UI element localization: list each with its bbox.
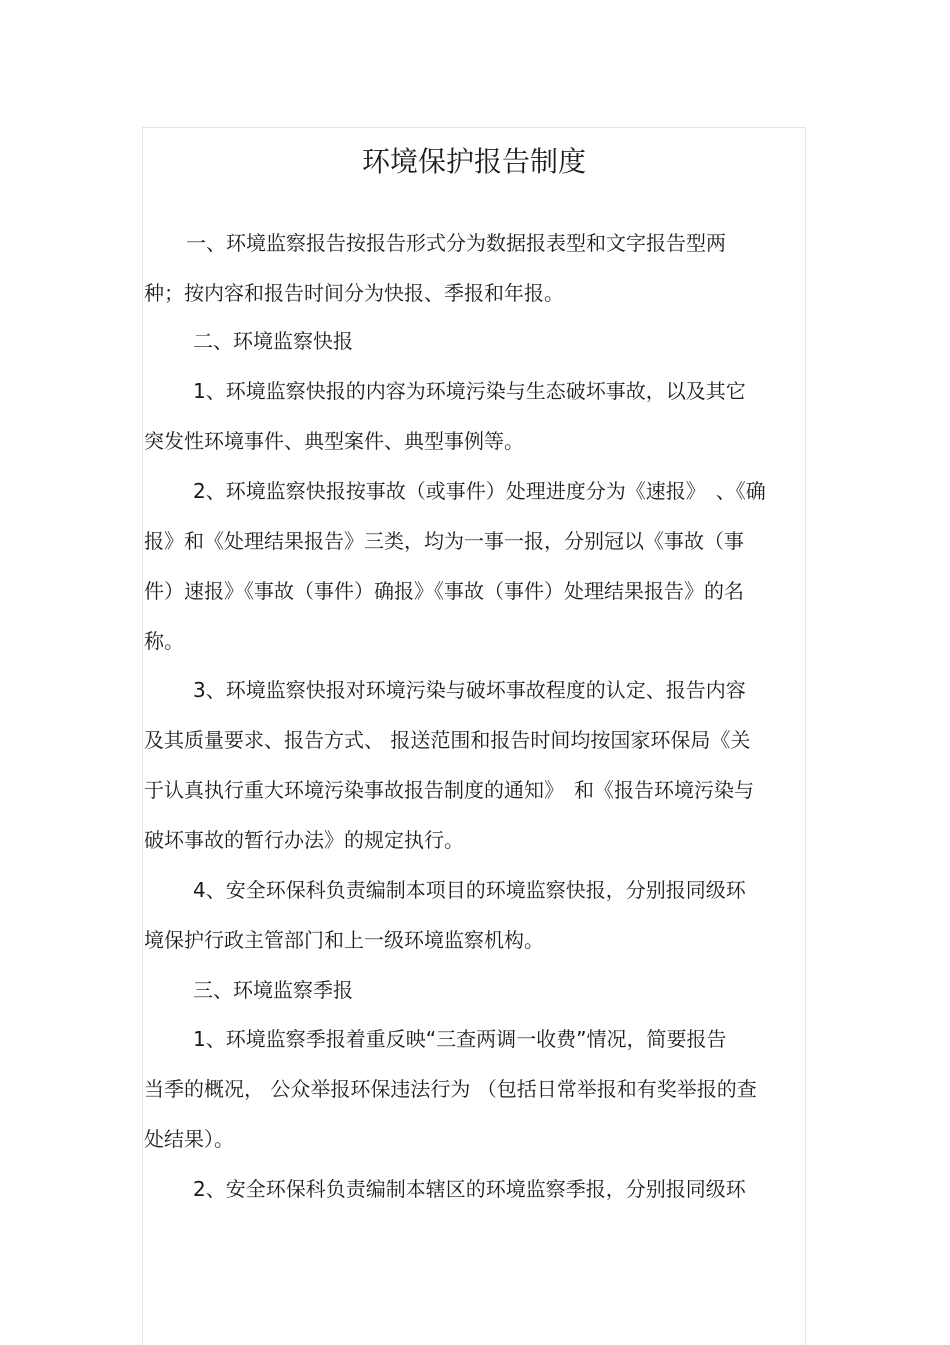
paragraph-line: 报》和《处理结果报告》三类，均为一事一报，分别冠以《事故（事	[144, 529, 744, 553]
paragraph-line: 于认真执行重大环境污染事故报告制度的通知》 和《报告环境污染与	[144, 778, 754, 802]
paragraph-line: 称。	[144, 629, 184, 653]
paragraph-line: 2、环境监察快报按事故（或事件）处理进度分为《速报》 、《确	[193, 479, 766, 503]
paragraph-line: 破坏事故的暂行办法》的规定执行。	[144, 828, 464, 852]
section-heading: 二、环境监察快报	[193, 329, 353, 353]
paragraph-line: 境保护行政主管部门和上一级环境监察机构。	[144, 928, 544, 952]
paragraph-line: 一、环境监察报告按报告形式分为数据报表型和文字报告型两	[186, 231, 726, 255]
paragraph-line: 1、环境监察快报的内容为环境污染与生态破坏事故，以及其它	[193, 379, 746, 403]
paragraph-line: 当季的概况， 公众举报环保违法行为 （包括日常举报和有奖举报的查	[144, 1077, 757, 1101]
paragraph-line: 突发性环境事件、典型案件、典型事例等。	[144, 429, 524, 453]
paragraph-line: 种；按内容和报告时间分为快报、季报和年报。	[144, 281, 564, 305]
paragraph-line: 4、安全环保科负责编制本项目的环境监察快报，分别报同级环	[193, 878, 746, 902]
paragraph-line: 1、环境监察季报着重反映“三查两调一收费”情况，简要报告	[193, 1027, 727, 1051]
paragraph-line: 处结果）。	[144, 1127, 234, 1151]
paragraph-line: 件）速报》《事故（事件）确报》《事故（事件）处理结果报告》的名	[144, 579, 744, 603]
paragraph-line: 及其质量要求、报告方式、 报送范围和报告时间均按国家环保局《关	[144, 728, 751, 752]
section-heading: 三、环境监察季报	[193, 978, 353, 1002]
paragraph-line: 3、环境监察快报对环境污染与破坏事故程度的认定、报告内容	[193, 678, 746, 702]
paragraph-line: 2、安全环保科负责编制本辖区的环境监察季报，分别报同级环	[193, 1177, 746, 1201]
document-title: 环境保护报告制度	[361, 145, 586, 178]
